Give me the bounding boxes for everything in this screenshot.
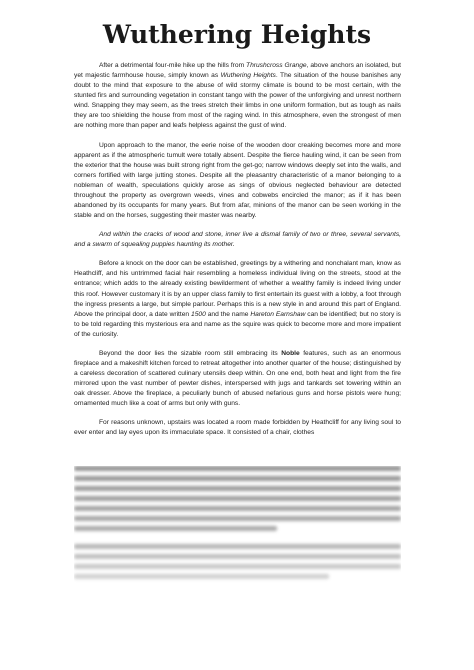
text-run: features, such as an enormous fireplace and a makeshift kitchen forced to retreat altogether into another quarter of the house; distinguished by a careless decoration of scattered culinary utensils deep within. On one end, both heat and light from the fire mirrored upon the vast number of pewter dishes, interspersed with jugs and tankards set towering within an oak dresser. Above the fireplace, a peculiarly bunch of abused nefarious guns and horse pistols were hung; ornamented much like a coat of arms but only with guns. <box>74 349 401 408</box>
emphasis-italic: Wuthering Heights <box>220 72 276 80</box>
body-paragraph <box>74 141 401 221</box>
blurred-content <box>74 466 401 585</box>
body-paragraph <box>74 259 401 339</box>
quote-paragraph <box>74 230 401 250</box>
text-run: Upon approach to the manor, the eerie noise of the wooden door creaking becomes more and more apparent as if the atmospheric tumult were totally absent. Despite the fierce hauling wind, it can be seen from the exterior that the house was built strong right from the get-go; narrow windows deeply set into the walls, and corners fortified with large jutting stones. Despite all the pleasantry characteristic of a manor belonging to a nobleman of wealth, speculations quickly arose as sings of obvious neglected behaviour are detected throughout the property as overgrown weeds, vines and cobwebs encircled the manor; as if it has been abandoned by its occupants for many years. But from afar, minions of the manor can be seen working in the stable and on the horses, suggesting their master was nearby. <box>74 141 401 219</box>
text-run: . The situation of the house banishes any doubt to the mind that exposure to the abuse of wild stormy climate is bound to be most certain, with the stunted firs and surrounding vegetation in constant tango with the power of the unforgiving and unrest northern wind. Snapping they may seem, as the trees stretch their limbs in one uniform formation, but as tough as nails they are too shielding the house from most of the raging wind. In this atmosphere, even the strongest of men are nothing more than paper and leafs helpless against the gust of wind. <box>74 72 402 130</box>
text-run: Before a knock on the door can be established, greetings by a withering and nonchalant man, know as Heathcliff, and his untrimmed facial hair resembling a homeless individual living on the streets, stood at the entrance; which adds to the already existing bewilderment of whether a wealthy family is indeed living under this roof. However customary it is by an upper class family to first entertain its guest with a lobby, a foot through the ingress presents a large, but simple parlour. Perhaps this is a new style in and around this part of England. Above the principal door, a date written <box>74 260 401 318</box>
document-body <box>74 61 401 448</box>
body-paragraph <box>74 418 401 438</box>
emphasis-italic: 1500 <box>191 310 206 318</box>
body-paragraph <box>74 349 401 409</box>
body-paragraph <box>74 61 401 131</box>
text-run: , above anchors an isolated, but yet majestic farmhouse house, simply known as <box>74 62 402 80</box>
text-run: can be identified; but no story is to be told regarding this mysterious era and name as the squire was quick to become more and more impatient of the curiosity. <box>74 310 401 338</box>
emphasis-bold: Noble <box>281 349 300 357</box>
text-run: And within the cracks of wood and stone, inner live a dismal family of two or three, several servants, and a swarm of squealing puppies haunting its mother. <box>74 231 401 249</box>
document-title: Wuthering Heights <box>102 20 372 49</box>
emphasis-italic: Hareton Earnshaw <box>250 310 306 318</box>
text-run: For reasons unknown, upstairs was located a room made forbidden by Heathcliff for any living soul to ever enter and lay eyes upon its immaculate space. It consisted of a chair, clothes <box>74 419 401 437</box>
emphasis-italic: Thrushcross Grange <box>246 62 307 69</box>
text-run: After a detrimental four-mile hike up the hills from <box>99 62 247 69</box>
text-run: Beyond the door lies the sizable room still embracing its <box>99 349 282 357</box>
text-run: and the name <box>205 310 251 318</box>
